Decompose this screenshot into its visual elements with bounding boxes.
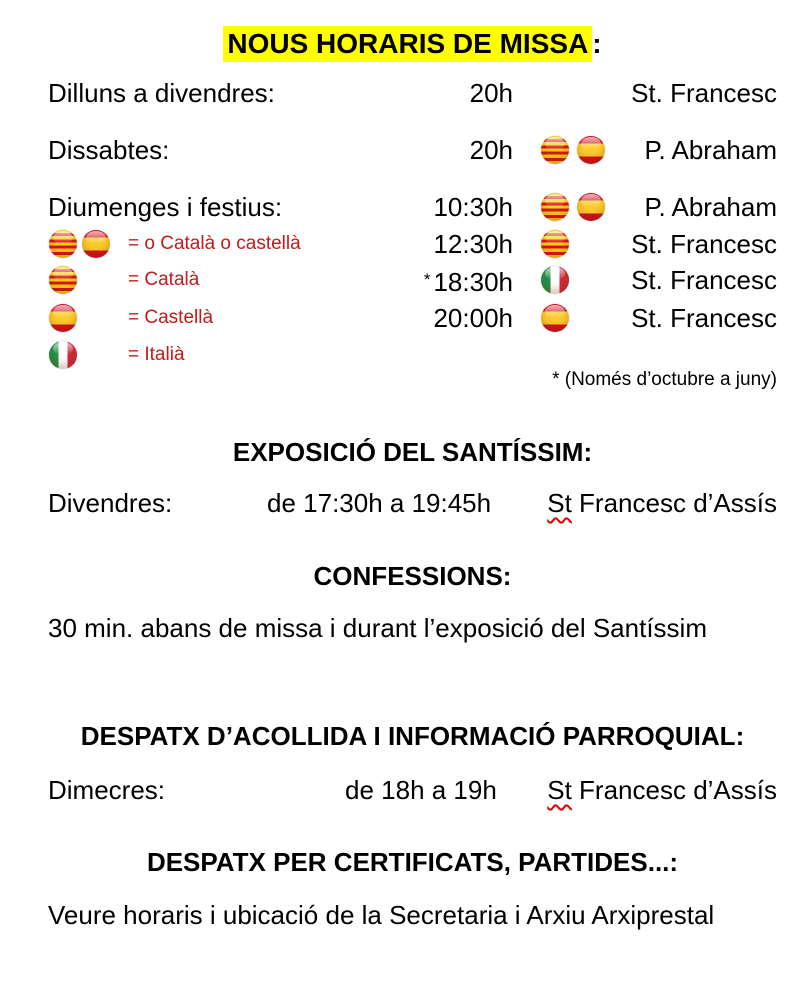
legend-row-catalan — [0, 263, 801, 297]
heading-exposicio: EXPOSICIÓ DEL SANTÍSSIM: — [232, 437, 593, 467]
despatx-location — [537, 773, 777, 807]
schedule-location: St. Francesc — [631, 229, 777, 259]
legend-row-catalan-or-spanish — [0, 227, 801, 261]
legend-flags — [49, 304, 77, 332]
legend-flags — [49, 266, 77, 294]
schedule-row-sunday-1030 — [0, 190, 801, 224]
spanish-flag-icon — [49, 304, 77, 332]
despatx-acollida-row — [0, 773, 801, 807]
schedule-location: St. Francesc — [631, 78, 777, 108]
legend-flags — [49, 341, 77, 369]
despatx-time: de 18h a 19h — [345, 775, 497, 805]
catalan-flag-icon — [49, 230, 77, 258]
spanish-flag-icon — [82, 230, 110, 258]
despatx-certificats-body: Veure horaris i ubicació de la Secretaria i Arxiu Arxiprestal — [48, 900, 715, 930]
heading-despatx-acollida: DESPATX D’ACOLLIDA I INFORMACIÓ PARROQUIAL: — [80, 721, 745, 751]
heading-despatx-certificats: DESPATX PER CERTIFICATS, PARTIDES...: — [146, 847, 679, 877]
legend-row-spanish — [0, 301, 801, 335]
schedule-time-text: 18:30h — [433, 267, 513, 297]
spellcheck-underline: St — [547, 488, 572, 518]
heading-confessions: CONFESSIONS: — [313, 561, 512, 591]
despatx-location-rest: Francesc d’Assís — [571, 775, 777, 805]
schedule-time: 12:30h — [433, 229, 513, 259]
title-colon: : — [592, 28, 602, 59]
exposicio-day-label: Divendres: — [48, 488, 173, 518]
title-highlight: NOUS HORARIS DE MISSA — [223, 26, 592, 62]
schedule-row-saturday — [0, 133, 801, 167]
schedule-location: St. Francesc — [631, 303, 777, 333]
schedule-location: P. Abraham — [644, 135, 777, 165]
page-title — [48, 25, 777, 63]
schedule-location: P. Abraham — [644, 192, 777, 222]
italian-flag-icon — [49, 341, 77, 369]
exposicio-time: de 17:30h a 19:45h — [267, 488, 492, 518]
schedule-time: 20h — [469, 78, 513, 108]
legend-label: = Castellà — [128, 307, 214, 328]
confessions-body: 30 min. abans de missa i durant l’exposició del Santíssim — [48, 613, 707, 643]
schedule-row-weekdays — [0, 76, 801, 110]
exposicio-location — [537, 486, 777, 520]
schedule-time: 20h — [469, 135, 513, 165]
despatx-day-label: Dimecres: — [48, 775, 166, 805]
catalan-flag-icon — [49, 266, 77, 294]
legend-label: = Català — [128, 269, 200, 290]
schedule-time: 10:30h — [433, 192, 513, 222]
exposicio-row — [0, 486, 801, 520]
legend-label: = Italià — [128, 344, 185, 365]
exposicio-location-rest: Francesc d’Assís — [571, 488, 777, 518]
schedule-day-label: Diumenges i festius: — [48, 192, 283, 222]
schedule-day-label: Dissabtes: — [48, 135, 170, 165]
legend-flags — [49, 230, 110, 258]
schedule-day-label: Dilluns a divendres: — [48, 78, 275, 108]
schedule-footnote: * (Només d’octubre a juny) — [552, 369, 777, 390]
schedule-time: 20:00h — [433, 303, 513, 333]
schedule-location: St. Francesc — [631, 265, 777, 295]
spellcheck-underline: St — [547, 775, 572, 805]
legend-label: = o Català o castellà — [128, 233, 301, 254]
asterisk-marker: * — [423, 270, 431, 289]
